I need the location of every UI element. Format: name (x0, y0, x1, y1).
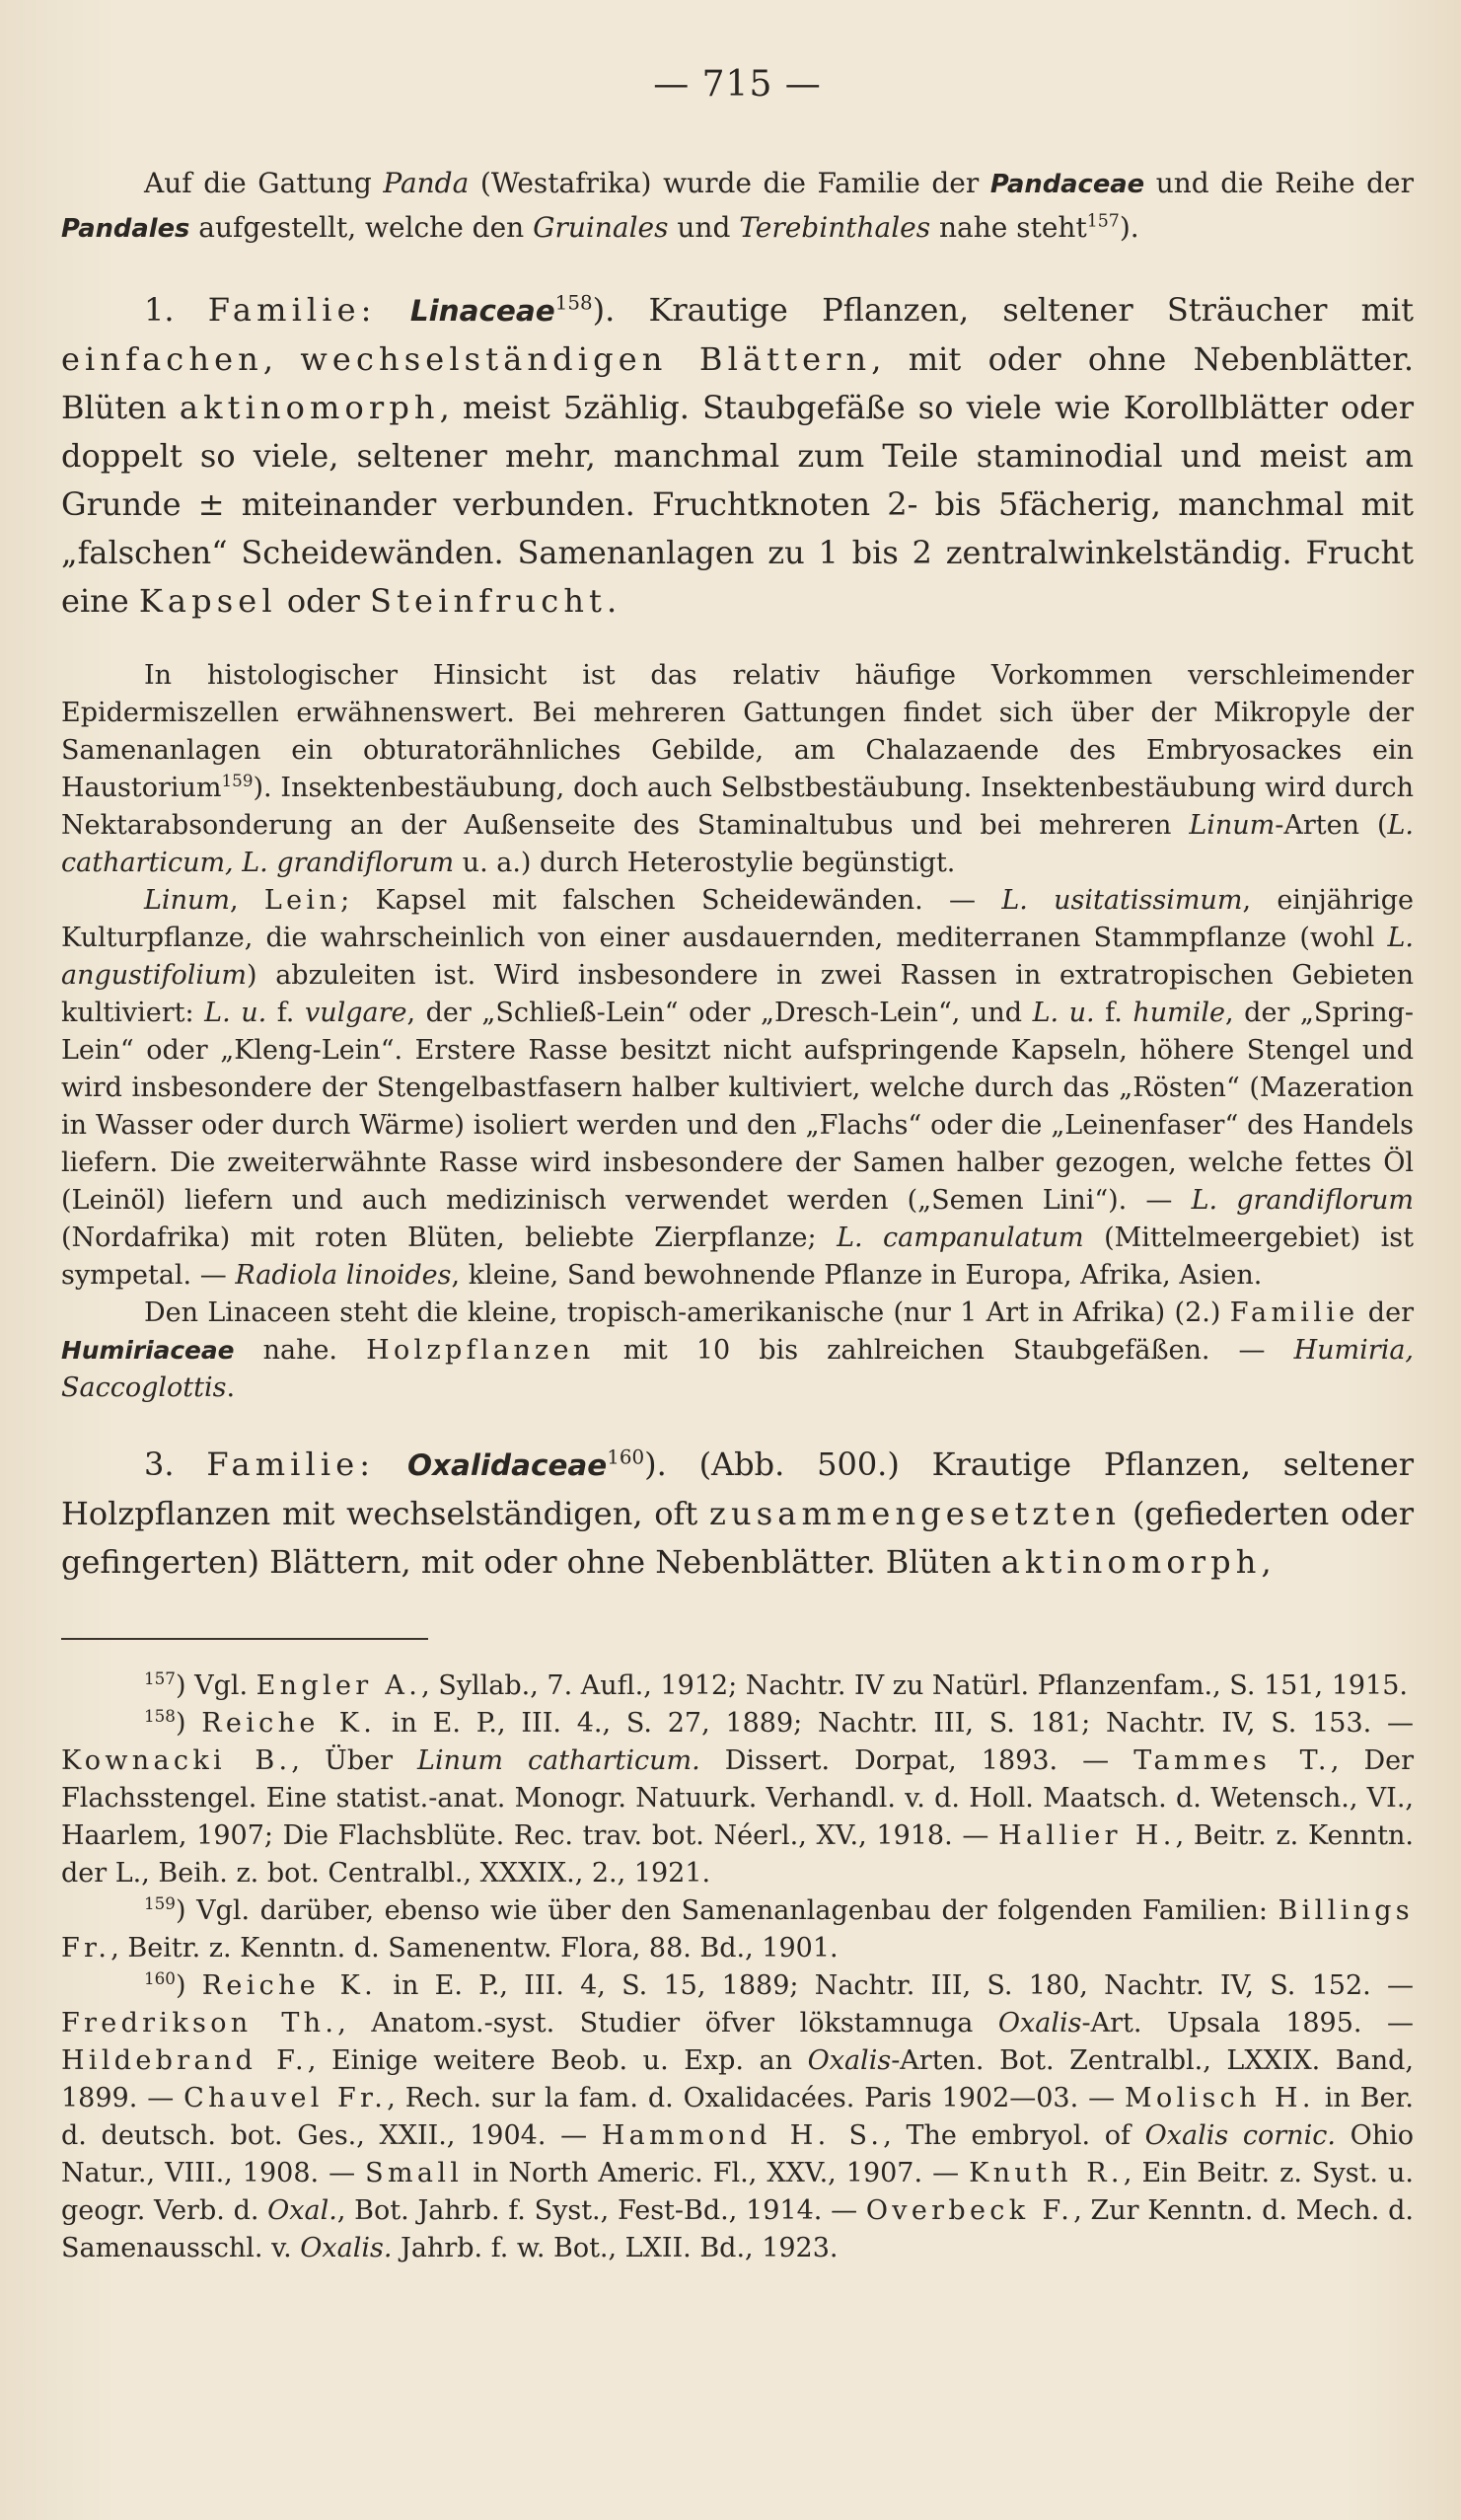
spaced-text: aktinomorph (1000, 1543, 1262, 1581)
text: , Einige weitere Beob. u. Exp. an (307, 2045, 808, 2076)
author-name: Engler A. (256, 1670, 422, 1701)
footnote-ref: 159 (221, 771, 254, 790)
family-name: Oxalidaceae (407, 1448, 608, 1482)
footnote-157 (61, 1668, 1414, 1705)
text: und (668, 211, 740, 244)
text: u. a.) durch Heterostylie begünstigt. (454, 848, 956, 878)
author-name: Kownacki B. (61, 1745, 292, 1776)
footnote-ref: 157 (1086, 211, 1120, 232)
text: , einjährige Kulturpflanze, die wahrscheinlich von einer ausdauernden, mediterranen Stammpflanze (wohl (61, 885, 1414, 953)
text: Dissert. Dorpat, 1893. — (699, 1745, 1134, 1776)
text: ; Kapsel mit falschen Scheidewänden. — (340, 885, 1002, 916)
author-name: Chauvel Fr. (183, 2083, 388, 2113)
text: ) (175, 1970, 202, 2001)
text: . (226, 1372, 236, 1403)
family-3-oxalidaceae (61, 1441, 1414, 1587)
text: , (1261, 1543, 1272, 1581)
histology-paragraph (61, 657, 1414, 882)
footnote-number: 157 (144, 1668, 176, 1688)
text: , kleine, Sand bewohnende Pflanze in Europa, Afrika, Asien. (451, 1260, 1263, 1291)
text: ). Krautige Pflanzen, seltener Sträucher mit (592, 291, 1415, 329)
genus-name: Oxal. (267, 2195, 337, 2226)
species-name: L. usitatissimum (1001, 885, 1243, 916)
author-name: Hammond H. S. (601, 2120, 884, 2151)
text: in Ber. d. deutsch. bot. Ges., XXII., 1904. — (61, 2083, 1414, 2151)
text: , der „Spring-Lein“ oder „Kleng-Lein“. Erstere Rasse besitzt nicht aufspringende Kapseln, höhere Stengel und wird insbesondere der Stengelbastfasern halber kultiviert, welche durch das „Rösten“ (Mazeration in Wasser oder durch Wärme) isoliert werden und den „Flachs“ oder die „Leinenfaser“ des Handels liefern. Die zweiterwähnte Rasse wird insbesondere der Samen halber gezogen, welche fettes Öl (Leinöl) liefern und auch medizinisch verwendet werden („Semen Lini“). — (61, 998, 1414, 1216)
text: , mit oder ohne Nebenblätter. Blüten (61, 340, 1415, 426)
footnote-ref: 158 (554, 291, 593, 315)
family-name: Humiriaceae (61, 1336, 235, 1365)
family-label: Familie: (207, 291, 377, 329)
linum-paragraph (61, 882, 1414, 1295)
family-label: Familie (1229, 1297, 1359, 1328)
family-label: Familie: (206, 1445, 376, 1483)
text: in E. P., III. 4., S. 27, 1889; Nachtr. III, S. 181; Nachtr. IV, S. 153. — (376, 1708, 1414, 1739)
text: f. (266, 998, 305, 1028)
species-names: L. catharticum, L. grandiflorum (61, 810, 1414, 878)
spaced-text: wechselständigen Blättern (300, 340, 872, 378)
genus-names: Humiria, Saccoglottis (61, 1335, 1415, 1403)
text: . (607, 582, 618, 620)
spaced-text: Lein (263, 885, 341, 916)
species-name: Linum catharticum. (417, 1745, 700, 1776)
text: Jahrb. f. w. Bot., LXII. Bd., 1923. (392, 2233, 839, 2263)
genus-name: Linum (1189, 810, 1276, 841)
family-name: Linaceae (409, 294, 555, 328)
text: ) (175, 1708, 202, 1739)
text: Auf die Gattung (144, 167, 384, 199)
page-number: — 715 — (653, 64, 822, 105)
species-name: L. u. (1032, 998, 1095, 1028)
footnote-159 (61, 1892, 1414, 1967)
taxon-name: Gruinales (533, 211, 669, 244)
footnote-number: 158 (144, 1706, 176, 1726)
text: , Bot. Jahrb. f. Syst., Fest-Bd., 1914. — (336, 2195, 866, 2226)
text: , Der Flachsstengel. Eine statist.-anat. Monogr. Natuurk. Verhandl. v. d. Holl. Maatsch. d. Wetensch., VI., Haarlem, 1907; Die Flachsblüte. Rec. trav. bot. Néerl., XV., 1918. — (61, 1745, 1414, 1851)
taxon-name: Pandaceae (989, 170, 1145, 199)
text: der (1358, 1297, 1414, 1328)
text: in North Americ. Fl., XXV., 1907. — (463, 2158, 970, 2188)
text: In histologischer Hinsicht ist das relativ häufige Vorkommen verschleimender Epidermiszellen erwähnenswert. Bei mehreren Gattungen findet sich über der Mikropyle der Samenanlagen ein obturatorähnliches Gebilde, am Chalazaende des Embryosackes ein Haustorium (61, 660, 1414, 803)
form-name: humile (1132, 998, 1226, 1028)
footnote-ref: 160 (607, 1445, 645, 1469)
text: Den Linaceen steht die kleine, tropisch-amerikanische (nur 1 Art in Afrika) (2.) (144, 1297, 1230, 1328)
genus-name: Oxalis (997, 2008, 1082, 2038)
genus-name: Panda (383, 167, 470, 199)
text: in E. P., III. 4, S. 15, 1889; Nachtr. III, S. 180, Nachtr. IV, S. 152. — (377, 1970, 1415, 2001)
text: -Arten ( (1275, 810, 1388, 841)
text: , Ein Beitr. z. Syst. u. geogr. Verb. d. (61, 2158, 1414, 2226)
text: (gefiederten oder gefingerten) Blättern, mit oder ohne Nebenblätter. Blüten (61, 1495, 1415, 1581)
text: oder (276, 582, 371, 620)
footnote-160 (61, 1967, 1414, 2267)
author-name: Reiche K. (201, 1708, 377, 1739)
footnote-number: 159 (144, 1893, 176, 1913)
genus-name: Linum (144, 885, 230, 916)
taxon-name: Pandales (61, 214, 190, 244)
text: ) Vgl. darüber, ebenso wie über den Samenanlagenbau der folgenden Familien: (175, 1895, 1278, 1926)
author-name: Fredrikson Th. (61, 2008, 338, 2038)
text: f. (1094, 998, 1133, 1028)
species-name: L. angustifolium (61, 923, 1414, 991)
intro-paragraph (61, 162, 1414, 251)
text: , Beitr. z. Kenntn. der L., Beih. z. bot. Centralbl., XXXIX., 2., 1921. (61, 1820, 1414, 1889)
text: (Nordafrika) mit roten Blüten, beliebte Zierpflanze; (61, 1223, 838, 1253)
species-name: L. grandiflorum (1191, 1185, 1414, 1216)
text: ). (1119, 211, 1139, 244)
footnote-number: 160 (144, 1968, 176, 1988)
text: , Über (291, 1745, 418, 1776)
spaced-text: einfachen (61, 340, 263, 378)
species-name: L. campanulatum (837, 1223, 1084, 1253)
genus-name: Oxalis (807, 2045, 892, 2076)
spaced-text: Kapsel (138, 582, 277, 620)
text: , Rech. sur la fam. d. Oxalidacées. Paris 1902—03. — (387, 2083, 1126, 2113)
text: aufgestellt, welche den (189, 211, 534, 244)
author-name: Hallier H. (998, 1820, 1176, 1851)
text: (Mittelmeergebiet) ist sympetal. — (61, 1223, 1414, 1291)
text: ). Insektenbestäubung, doch auch Selbstbestäubung. Insektenbestäubung wird durch Nektarabsonderung an der Außenseite des Staminaltubus und bei mehreren (61, 773, 1414, 841)
footnote-separator (61, 1638, 428, 1640)
footnote-158 (61, 1705, 1414, 1892)
footnotes (61, 1668, 1414, 2267)
family-2-humiriaceae (61, 1295, 1414, 1407)
author-name: Hildebrand F. (61, 2045, 308, 2076)
author-name: Overbeck F. (865, 2195, 1074, 2226)
species-name: L. u. (204, 998, 267, 1028)
author-name: Billings Fr. (61, 1895, 1414, 1964)
text: Ohio Natur., VIII., 1908. — (61, 2120, 1414, 2188)
spaced-text: zusammengesetzten (709, 1495, 1122, 1532)
family-1-linaceae (61, 286, 1414, 626)
text: -Art. Upsala 1895. — (1081, 2008, 1414, 2038)
text: und die Reihe der (1144, 167, 1414, 199)
text: , The embryol. of (883, 2120, 1145, 2151)
text: , (262, 340, 301, 378)
text: , Beitr. z. Kenntn. d. Samenentw. Flora, 88. Bd., 1901. (110, 1933, 839, 1964)
text: , Anatom.-syst. Studier öfver lökstamnuga (337, 2008, 998, 2038)
spaced-text: aktinomorph (179, 389, 440, 426)
taxon-name: Terebinthales (739, 211, 931, 244)
family-number: 1. (144, 291, 208, 329)
spaced-text: Holzpflanzen (366, 1335, 595, 1366)
text: mit 10 bis zahlreichen Staubgefäßen. — (594, 1335, 1294, 1366)
author-name: Reiche K. (201, 1970, 378, 2001)
text: , Syllab., 7. Aufl., 1912; Nachtr. IV zu Natürl. Pflanzenfam., S. 151, 1915. (421, 1670, 1408, 1701)
family-number: 3. (144, 1445, 207, 1483)
author-name: Tammes T. (1133, 1745, 1331, 1776)
species-name: Radiola linoides (235, 1260, 452, 1291)
genus-name: Oxalis. (300, 2233, 393, 2263)
text: nahe. (234, 1335, 367, 1366)
species-name: Oxalis cornic. (1144, 2120, 1336, 2151)
text: , der „Schließ-Lein“ oder „Dresch-Lein“, und (406, 998, 1033, 1028)
author-name: Molisch H. (1125, 2083, 1315, 2113)
text: ) abzuleiten ist. Wird insbesondere in zwei Rassen in extratropischen Gebieten kultiviert: (61, 960, 1414, 1028)
text: (Westafrika) wurde die Familie der (469, 167, 990, 199)
author-name: Knuth R. (969, 2158, 1124, 2188)
text: ). (Abb. 500.) Krautige Pflanzen, seltener Holzpflanzen mit wechselständigen, oft (61, 1445, 1415, 1532)
text: , (229, 885, 264, 916)
form-name: vulgare (304, 998, 407, 1028)
text: , Zur Kenntn. d. Mech. d. Samenausschl. v. (61, 2195, 1414, 2263)
text: nahe steht (930, 211, 1087, 244)
author-name: Small (365, 2158, 464, 2188)
spaced-text: Steinfrucht (370, 582, 608, 620)
text: , meist 5zählig. Staubgefäße so viele wie Korollblätter oder doppelt so viele, seltener mehr, manchmal zum Teile staminodial und meist am Grunde ± miteinander verbunden. Fruchtknoten 2- bis 5fächerig, manchmal mit „falschen“ Scheidewänden. Samenanlagen zu 1 bis 2 zentralwinkelständig. Frucht eine (61, 389, 1415, 620)
text: -Arten. Bot. Zentralbl., LXXIX. Band, 1899. — (61, 2045, 1414, 2113)
text: ) Vgl. (175, 1670, 256, 1701)
